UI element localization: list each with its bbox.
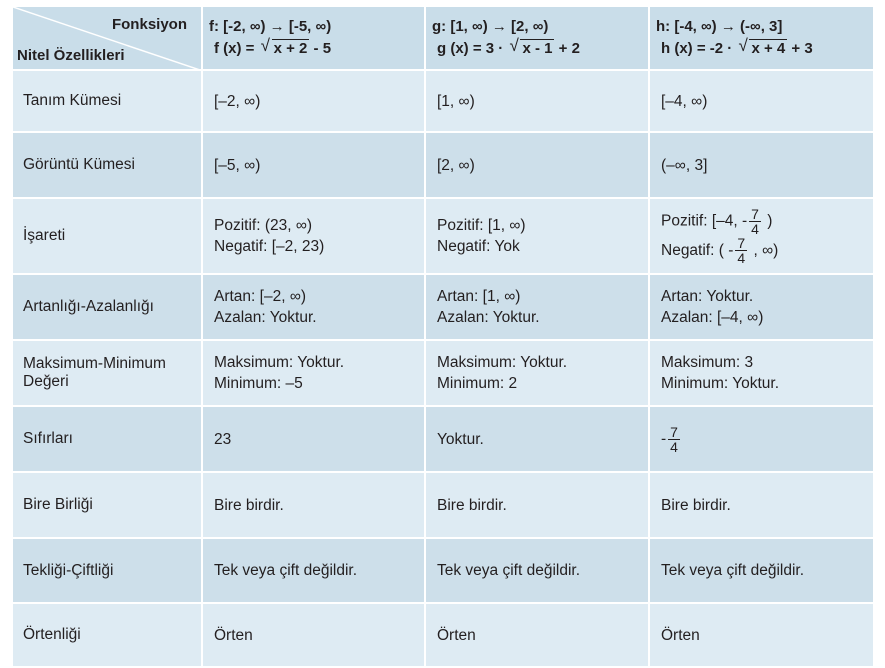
cell-f (202, 406, 425, 472)
cell-text: Tek veya çift değildir. (661, 562, 805, 579)
cell-text: Negatif: [–2, 23) (214, 238, 325, 255)
cell-text: Pozitif: (23, ∞) (214, 217, 313, 234)
formula-lhs: f (x) = (214, 40, 259, 57)
cell-text: Minimum: 2 (437, 375, 518, 392)
radicand: x + 2 (273, 40, 308, 57)
cell-text: Pozitif: [1, ∞) (437, 217, 526, 234)
radicand: x - 1 (522, 40, 553, 57)
cell-text: Azalan: [–4, ∞) (661, 309, 764, 326)
text-part: Pozitif: [–4, - (661, 212, 748, 230)
radical-sign-icon: √ (509, 36, 519, 55)
cell-text: Bire birdir. (214, 496, 284, 514)
cell-h (649, 132, 874, 198)
cell-g (425, 274, 649, 340)
formula-lhs: h (x) = (661, 40, 710, 57)
cell-text: Azalan: Yoktur. (437, 309, 540, 326)
square-root (261, 38, 310, 60)
cell-f (202, 70, 425, 132)
property-label: Görüntü Kümesi (12, 132, 202, 198)
cell-text: Negatif: Yok (437, 238, 520, 255)
cell-text: Maksimum: 3 (661, 354, 754, 371)
function-header-g (425, 6, 649, 70)
formula-pre: -2 · (709, 40, 737, 57)
property-label: Tekliği-Çiftliği (12, 538, 202, 603)
cell-text (661, 236, 873, 266)
cell-f (202, 603, 425, 667)
cell-text: Artan: Yoktur. (661, 288, 754, 305)
cell-g (425, 198, 649, 274)
table-row (12, 340, 874, 406)
table-row (12, 198, 874, 274)
fraction-denominator: 4 (751, 220, 759, 237)
cell-g (425, 132, 649, 198)
cell-text: (–∞, 3] (661, 156, 708, 174)
text-part: ) (762, 212, 773, 230)
text-part: Negatif: ( - (661, 241, 734, 259)
radical-sign-icon: √ (260, 36, 270, 55)
property-label: Bire Birliği (12, 472, 202, 538)
cell-text: Örten (214, 626, 253, 644)
function-header-h (649, 6, 874, 70)
fraction-denominator: 4 (670, 438, 678, 455)
cell-text: [–5, ∞) (214, 156, 261, 174)
cell-text: Tek veya çift değildir. (214, 562, 358, 579)
cell-text: Maksimum: Yoktur. (437, 354, 568, 371)
cell-h (649, 70, 874, 132)
formula-rest: + 3 (787, 40, 813, 57)
cell-text: Azalan: Yoktur. (214, 309, 317, 326)
function-h-formula (656, 38, 873, 60)
corner-header-cell (12, 6, 202, 70)
cell-text: [2, ∞) (437, 156, 475, 174)
cell-f (202, 472, 425, 538)
cell-text: Örten (437, 626, 476, 644)
cell-text: Minimum: –5 (214, 375, 303, 392)
cell-text: Tek veya çift değildir. (437, 562, 581, 579)
property-label: Sıfırları (12, 406, 202, 472)
cell-text: Örten (661, 626, 700, 644)
cell-g (425, 70, 649, 132)
cell-text: [–2, ∞) (214, 92, 261, 110)
function-g-domain-map: g: [1, ∞) → [2, ∞) (432, 18, 549, 35)
property-label: İşareti (12, 198, 202, 274)
formula-rest: - 5 (309, 40, 332, 57)
cell-g (425, 340, 649, 406)
cell-text: Yoktur. (437, 430, 484, 448)
cell-g (425, 603, 649, 667)
cell-g (425, 406, 649, 472)
radicand: x + 4 (751, 40, 786, 57)
cell-f (202, 132, 425, 198)
fraction-numerator: 7 (737, 234, 746, 251)
cell-text: Artan: [–2, ∞) (214, 288, 307, 305)
table-row (12, 603, 874, 667)
table-row (12, 538, 874, 603)
fraction (749, 207, 761, 236)
table-row (12, 70, 874, 132)
table-row (12, 132, 874, 198)
table-row (12, 472, 874, 538)
function-f-formula (209, 38, 424, 60)
text-part: - (661, 430, 667, 448)
formula-rest: + 2 (554, 40, 580, 57)
cell-text: [1, ∞) (437, 92, 475, 110)
property-label: Örtenliği (12, 603, 202, 667)
function-h-domain-map: h: [-4, ∞) → (-∞, 3] (656, 18, 783, 35)
cell-text: Bire birdir. (437, 496, 507, 514)
cell-h (649, 406, 874, 472)
fraction-denominator: 4 (737, 249, 746, 266)
fraction (668, 425, 680, 454)
property-label: Tanım Kümesi (12, 70, 202, 132)
cell-h (649, 472, 874, 538)
fraction (735, 236, 747, 265)
cell-text: Maksimum: Yoktur. (214, 354, 345, 371)
property-label (12, 340, 202, 406)
cell-text: Minimum: Yoktur. (661, 375, 780, 392)
square-root (738, 38, 787, 60)
label-line: Değeri (23, 373, 69, 390)
radical-sign-icon: √ (738, 36, 748, 55)
cell-text (661, 425, 873, 454)
cell-text (661, 207, 873, 236)
label-line: Maksimum-Minimum (23, 355, 166, 372)
cell-h (649, 340, 874, 406)
fraction-numerator: 7 (751, 205, 759, 222)
cell-text: Artan: [1, ∞) (437, 288, 521, 305)
square-root (509, 38, 554, 60)
formula-lhs: g (x) = (437, 40, 486, 57)
cell-h (649, 603, 874, 667)
cell-text: Bire birdir. (661, 496, 731, 514)
cell-f (202, 274, 425, 340)
cell-text: 23 (214, 430, 232, 448)
property-label: Artanlığı-Azalanlığı (12, 274, 202, 340)
corner-label-function: Fonksiyon (111, 16, 187, 33)
cell-f (202, 198, 425, 274)
cell-text: [–4, ∞) (661, 92, 708, 110)
cell-h (649, 274, 874, 340)
cell-f (202, 340, 425, 406)
properties-table (11, 5, 875, 668)
fraction-numerator: 7 (670, 423, 678, 440)
cell-g (425, 538, 649, 603)
cell-h (649, 538, 874, 603)
table-row (12, 406, 874, 472)
header-row (12, 6, 874, 70)
function-g-formula (432, 38, 648, 60)
formula-pre: 3 · (485, 40, 508, 57)
table-row (12, 274, 874, 340)
cell-f (202, 538, 425, 603)
cell-g (425, 472, 649, 538)
text-part: , ∞) (749, 241, 779, 259)
function-f-domain-map: f: [-2, ∞) → [-5, ∞) (209, 18, 332, 35)
function-header-f (202, 6, 425, 70)
cell-h (649, 198, 874, 274)
corner-label-properties: Nitel Özellikleri (17, 47, 125, 64)
